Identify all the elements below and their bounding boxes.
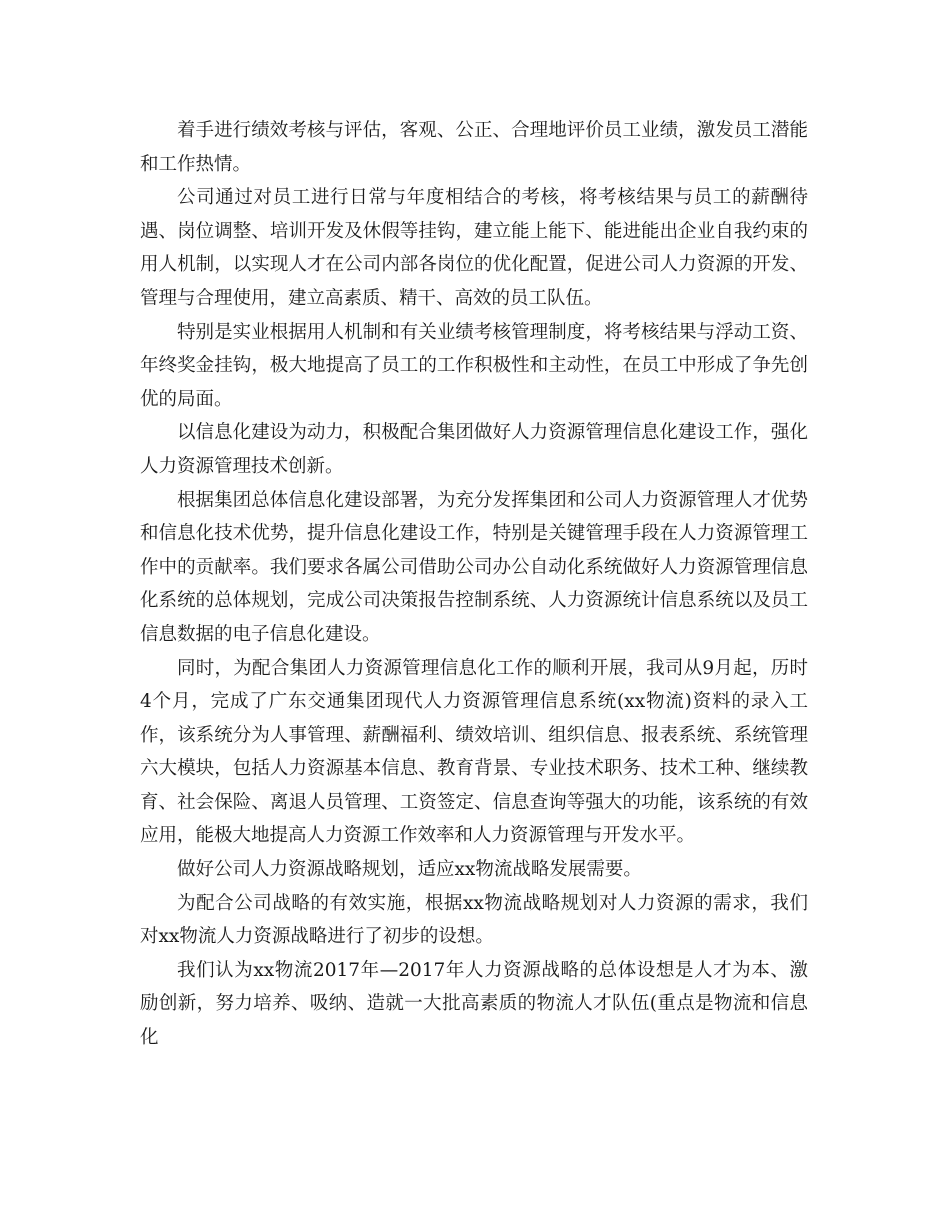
paragraph-assessment-mechanism: 公司通过对员工进行日常与年度相结合的考核，将考核结果与员工的薪酬待遇、岗位调整、培训开发及休假等挂钩，建立能上能下、能进能出企业自我约束的用人机制，以实现人才在公司内部各岗位的优化配置，促进公司人力资源的开发、管理与合理使用，建立高素质、精干、高效的员工队伍。: [140, 187, 808, 309]
paragraph-hr-strategy-planning: 做好公司人力资源战略规划，适应xx物流战略发展需要。: [177, 859, 642, 881]
paragraph-strategy-implementation: 为配合公司战略的有效实施，根据xx物流战略规划对人力资源的需求，我们对xx物流人力资源战略进行了初步的设想。: [140, 892, 808, 948]
paragraph-strategy-overview: 我们认为xx物流2017年—2017年人力资源战略的总体设想是人才为本、激励创新，努力培养、吸纳、造就一大批高素质的物流人才队伍(重点是物流和信息化: [140, 959, 808, 1049]
document-body: [140, 114, 808, 1055]
paragraph-hr-system-entry: 同时，为配合集团人力资源管理信息化工作的顺利开展，我司从9月起，历时4个月，完成了广东交通集团现代人力资源管理信息系统(xx物流)资料的录入工作，该系统分为人事管理、薪酬福利、绩效培训、组织信息、报表系统、系统管理六大模块，包括人力资源基本信息、教育背景、专业技术职务、技术工种、继续教育、社会保险、离退人员管理、工资签定、信息查询等强大的功能，该系统的有效应用，能极大地提高人力资源工作效率和人力资源管理与开发水平。: [140, 657, 808, 847]
paragraph-informatization-driver: 以信息化建设为动力，积极配合集团做好人力资源管理信息化建设工作，强化人力资源管理技术创新。: [140, 422, 808, 477]
paragraph-informatization-deployment: 根据集团总体信息化建设部署，为充分发挥集团和公司人力资源管理人才优势和信息化技术优势，提升信息化建设工作，特别是关键管理手段在人力资源管理工作中的贡献率。我们要求各属公司借助公司办公自动化系统做好人力资源管理信息化系统的总体规划，完成公司决策报告控制系统、人力资源统计信息系统以及员工信息数据的电子信息化建设。: [140, 489, 808, 645]
paragraph-floating-wage-link: 特别是实业根据用人机制和有关业绩考核管理制度，将考核结果与浮动工资、年终奖金挂钩，极大地提高了员工的工作积极性和主动性，在员工中形成了争先创优的局面。: [140, 321, 808, 410]
paragraph-performance-appraisal: 着手进行绩效考核与评估，客观、公正、合理地评价员工业绩，激发员工潜能和工作热情。: [140, 120, 808, 175]
